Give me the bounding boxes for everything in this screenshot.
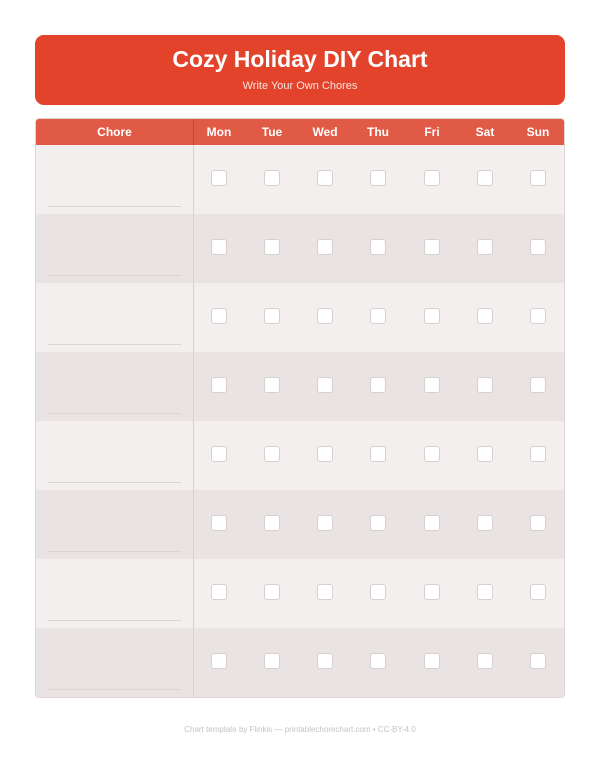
column-header-sun: Sun <box>526 125 550 139</box>
chore-write-line[interactable] <box>48 689 181 690</box>
chore-write-line[interactable] <box>48 206 181 207</box>
checkbox-fri[interactable] <box>424 515 440 531</box>
checkbox-tue[interactable] <box>264 170 280 186</box>
column-header-chore: Chore <box>97 125 132 139</box>
footer-credit: Chart template by Flinkis — printablechorechart.com • CC-BY-4.0 <box>184 725 416 734</box>
checkbox-tue[interactable] <box>264 239 280 255</box>
checkbox-sat[interactable] <box>477 446 493 462</box>
checkbox-sat[interactable] <box>477 239 493 255</box>
checkbox-tue[interactable] <box>264 308 280 324</box>
checkbox-sun[interactable] <box>530 446 546 462</box>
chore-write-line[interactable] <box>48 413 181 414</box>
checkbox-sat[interactable] <box>477 515 493 531</box>
checkbox-wed[interactable] <box>317 515 333 531</box>
checkbox-mon[interactable] <box>211 170 227 186</box>
checkbox-thu[interactable] <box>370 584 386 600</box>
chore-row <box>36 214 564 283</box>
checkbox-sun[interactable] <box>530 170 546 186</box>
chore-write-line[interactable] <box>48 620 181 621</box>
checkbox-mon[interactable] <box>211 446 227 462</box>
chart-subtitle: Write Your Own Chores <box>242 80 358 92</box>
checkbox-thu[interactable] <box>370 377 386 393</box>
checkbox-wed[interactable] <box>317 653 333 669</box>
checkbox-mon[interactable] <box>211 653 227 669</box>
checkbox-fri[interactable] <box>424 584 440 600</box>
checkbox-fri[interactable] <box>424 308 440 324</box>
column-header-sat: Sat <box>475 125 495 139</box>
checkbox-sun[interactable] <box>530 653 546 669</box>
chart-header <box>35 35 565 105</box>
checkbox-tue[interactable] <box>264 377 280 393</box>
checkbox-thu[interactable] <box>370 308 386 324</box>
checkbox-mon[interactable] <box>211 515 227 531</box>
checkbox-sat[interactable] <box>477 308 493 324</box>
column-header-thu: Thu <box>367 125 389 139</box>
checkbox-wed[interactable] <box>317 446 333 462</box>
checkbox-sun[interactable] <box>530 239 546 255</box>
checkbox-sun[interactable] <box>530 584 546 600</box>
checkbox-tue[interactable] <box>264 653 280 669</box>
column-header-wed: Wed <box>312 125 338 139</box>
checkbox-wed[interactable] <box>317 308 333 324</box>
checkbox-sat[interactable] <box>477 377 493 393</box>
checkbox-sun[interactable] <box>530 515 546 531</box>
table-header-row <box>36 119 564 145</box>
checkbox-tue[interactable] <box>264 446 280 462</box>
checkbox-wed[interactable] <box>317 239 333 255</box>
checkbox-sat[interactable] <box>477 653 493 669</box>
checkbox-tue[interactable] <box>264 584 280 600</box>
checkbox-tue[interactable] <box>264 515 280 531</box>
checkbox-thu[interactable] <box>370 239 386 255</box>
checkbox-sat[interactable] <box>477 584 493 600</box>
chore-row <box>36 283 564 352</box>
column-header-mon: Mon <box>206 125 232 139</box>
checkbox-mon[interactable] <box>211 377 227 393</box>
checkbox-wed[interactable] <box>317 377 333 393</box>
chore-write-line[interactable] <box>48 482 181 483</box>
checkbox-fri[interactable] <box>424 377 440 393</box>
chore-table <box>35 118 565 698</box>
checkbox-wed[interactable] <box>317 170 333 186</box>
checkbox-sun[interactable] <box>530 377 546 393</box>
checkbox-fri[interactable] <box>424 239 440 255</box>
checkbox-fri[interactable] <box>424 446 440 462</box>
chore-row <box>36 145 564 214</box>
chore-row <box>36 490 564 559</box>
checkbox-fri[interactable] <box>424 653 440 669</box>
checkbox-mon[interactable] <box>211 584 227 600</box>
chore-write-line[interactable] <box>48 551 181 552</box>
checkbox-wed[interactable] <box>317 584 333 600</box>
checkbox-thu[interactable] <box>370 515 386 531</box>
checkbox-mon[interactable] <box>211 308 227 324</box>
checkbox-sat[interactable] <box>477 170 493 186</box>
chore-column-divider <box>193 145 194 697</box>
chore-row <box>36 352 564 421</box>
chore-write-line[interactable] <box>48 275 181 276</box>
checkbox-thu[interactable] <box>370 653 386 669</box>
checkbox-sun[interactable] <box>530 308 546 324</box>
chore-row <box>36 628 564 697</box>
chart-title: Cozy Holiday DIY Chart <box>172 46 428 72</box>
chore-row <box>36 421 564 490</box>
column-header-tue: Tue <box>261 125 283 139</box>
checkbox-fri[interactable] <box>424 170 440 186</box>
checkbox-mon[interactable] <box>211 239 227 255</box>
chore-write-line[interactable] <box>48 344 181 345</box>
column-header-fri: Fri <box>424 125 440 139</box>
checkbox-thu[interactable] <box>370 446 386 462</box>
chore-row <box>36 559 564 628</box>
checkbox-thu[interactable] <box>370 170 386 186</box>
